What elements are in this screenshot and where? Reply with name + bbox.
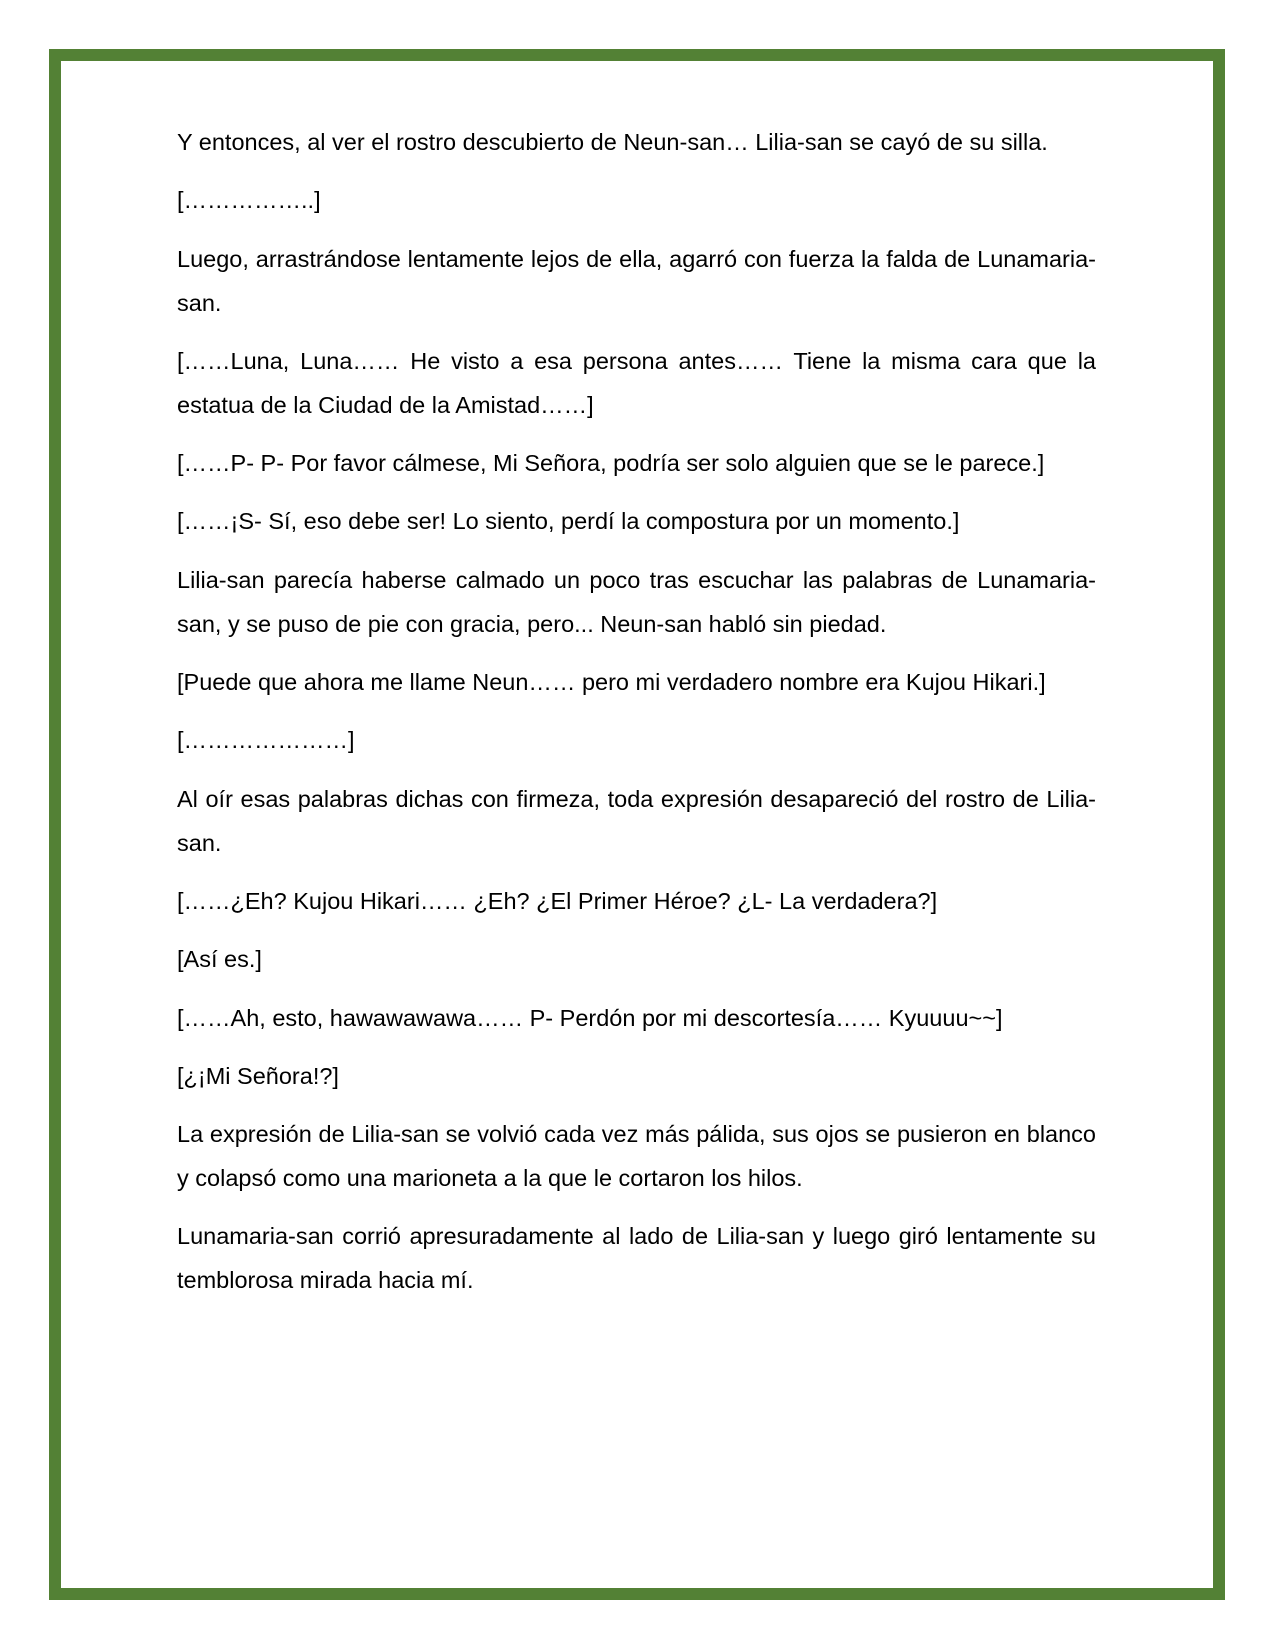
paragraph: [……Luna, Luna…… He visto a esa persona antes…… Tiene la misma cara que la estatua de la Ciudad de la Amistad……] xyxy=(177,347,1096,418)
paragraph: [……¡S- Sí, eso debe ser! Lo siento, perdí la compostura por un momento.] xyxy=(177,508,960,535)
paragraph: [……Ah, esto, hawawawawa…… P- Perdón por mi descortesía…… Kyuuuu~~] xyxy=(177,1004,1003,1031)
paragraph: Lunamaria-san corrió apresuradamente al lado de Lilia-san y luego giró lentamente su temblorosa mirada hacia mí. xyxy=(177,1223,1096,1294)
paragraph: La expresión de Lilia-san se volvió cada vez más pálida, sus ojos se pusieron en blanco y colapsó como una marioneta a la que le cortaron los hilos. xyxy=(177,1121,1096,1192)
paragraph: Al oír esas palabras dichas con firmeza, toda expresión desapareció del rostro de Lilia-san. xyxy=(177,785,1096,856)
paragraph: Y entonces, al ver el rostro descubierto de Neun-san… Lilia-san se cayó de su silla. xyxy=(177,129,1048,155)
paragraph: Luego, arrastrándose lentamente lejos de ella, agarró con fuerza la falda de Lunamaria-san. xyxy=(177,245,1096,316)
paragraph: [Así es.] xyxy=(177,946,262,973)
paragraph: [¿¡Mi Señora!?] xyxy=(177,1062,339,1089)
paragraph: [……¿Eh? Kujou Hikari…… ¿Eh? ¿El Primer Héroe? ¿L- La verdadera?] xyxy=(177,887,938,914)
paragraph: […………………] xyxy=(177,727,355,754)
paragraph: [……………..] xyxy=(177,187,321,214)
paragraph: [Puede que ahora me llame Neun…… pero mi verdadero nombre era Kujou Hikari.] xyxy=(177,669,1046,696)
paragraph: [……P- P- Por favor cálmese, Mi Señora, podría ser solo alguien que se le parece.] xyxy=(177,450,1045,477)
paragraph: Lilia-san parecía haberse calmado un poco tras escuchar las palabras de Lunamaria-san, y se puso de pie con gracia, pero... Neun-san habló sin piedad. xyxy=(177,566,1096,637)
document-body xyxy=(177,120,1096,1317)
